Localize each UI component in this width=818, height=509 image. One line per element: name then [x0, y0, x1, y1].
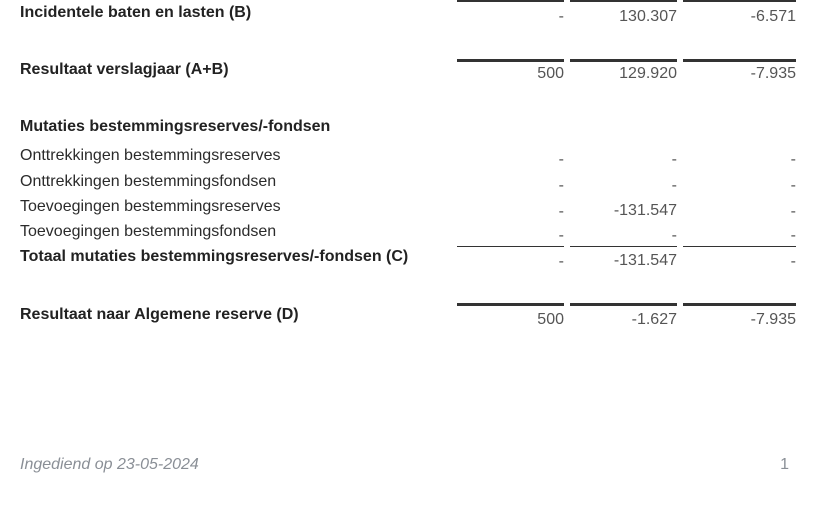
- value-col-2: -131.547: [613, 202, 677, 219]
- row-label: Onttrekkingen bestemmingsreserves: [20, 147, 281, 164]
- table-row: [0, 147, 818, 173]
- value-col-2: -131.547: [613, 252, 677, 269]
- value-col-2: 130.307: [619, 8, 677, 25]
- value-col-1: -: [558, 151, 564, 168]
- value-col-3: -: [790, 227, 796, 244]
- value-col-1: 500: [537, 65, 564, 82]
- value-col-1: -: [558, 227, 564, 244]
- subtotal-rule: [457, 246, 564, 247]
- value-col-2: -: [671, 227, 677, 244]
- page-number: 1: [780, 456, 789, 473]
- value-col-3: -: [790, 203, 796, 220]
- value-col-3: -6.571: [750, 8, 796, 25]
- value-col-2: -1.627: [631, 311, 677, 328]
- row-label: Resultaat naar Algemene reserve (D): [20, 306, 299, 323]
- value-col-3: -7.935: [750, 311, 796, 328]
- value-col-2: 129.920: [619, 65, 677, 82]
- value-col-3: -: [790, 151, 796, 168]
- table-rule: [457, 0, 564, 2]
- value-col-1: -: [558, 8, 564, 25]
- table-row: [0, 248, 818, 274]
- table-row: [0, 198, 818, 224]
- value-col-3: -: [790, 253, 796, 270]
- value-col-2: -: [671, 177, 677, 194]
- subtotal-rule: [683, 246, 796, 247]
- table-row: [0, 306, 818, 332]
- subtotal-rule: [570, 246, 677, 247]
- value-col-3: -7.935: [750, 65, 796, 82]
- table-rule: [570, 0, 677, 2]
- row-label: Toevoegingen bestemmingsreserves: [20, 198, 281, 215]
- row-label: Toevoegingen bestemmingsfondsen: [20, 223, 277, 240]
- row-label: Resultaat verslagjaar (A+B): [20, 61, 229, 78]
- submitted-date: Ingediend op 23-05-2024: [20, 456, 199, 473]
- value-col-2: -: [671, 151, 677, 168]
- table-rule: [683, 0, 796, 2]
- table-row: [0, 173, 818, 199]
- row-label: Totaal mutaties bestemmingsreserves/-fondsen (C): [20, 248, 409, 265]
- table-row: [0, 4, 818, 30]
- row-label: Onttrekkingen bestemmingsfondsen: [20, 173, 277, 190]
- value-col-3: -: [790, 177, 796, 194]
- value-col-1: 500: [537, 311, 564, 328]
- value-col-1: -: [558, 253, 564, 270]
- section-heading: Mutaties bestemmingsreserves/-fondsen: [20, 118, 331, 135]
- value-col-1: -: [558, 203, 564, 220]
- table-row: [0, 61, 818, 87]
- value-col-1: -: [558, 177, 564, 194]
- row-label: Incidentele baten en lasten (B): [20, 4, 252, 21]
